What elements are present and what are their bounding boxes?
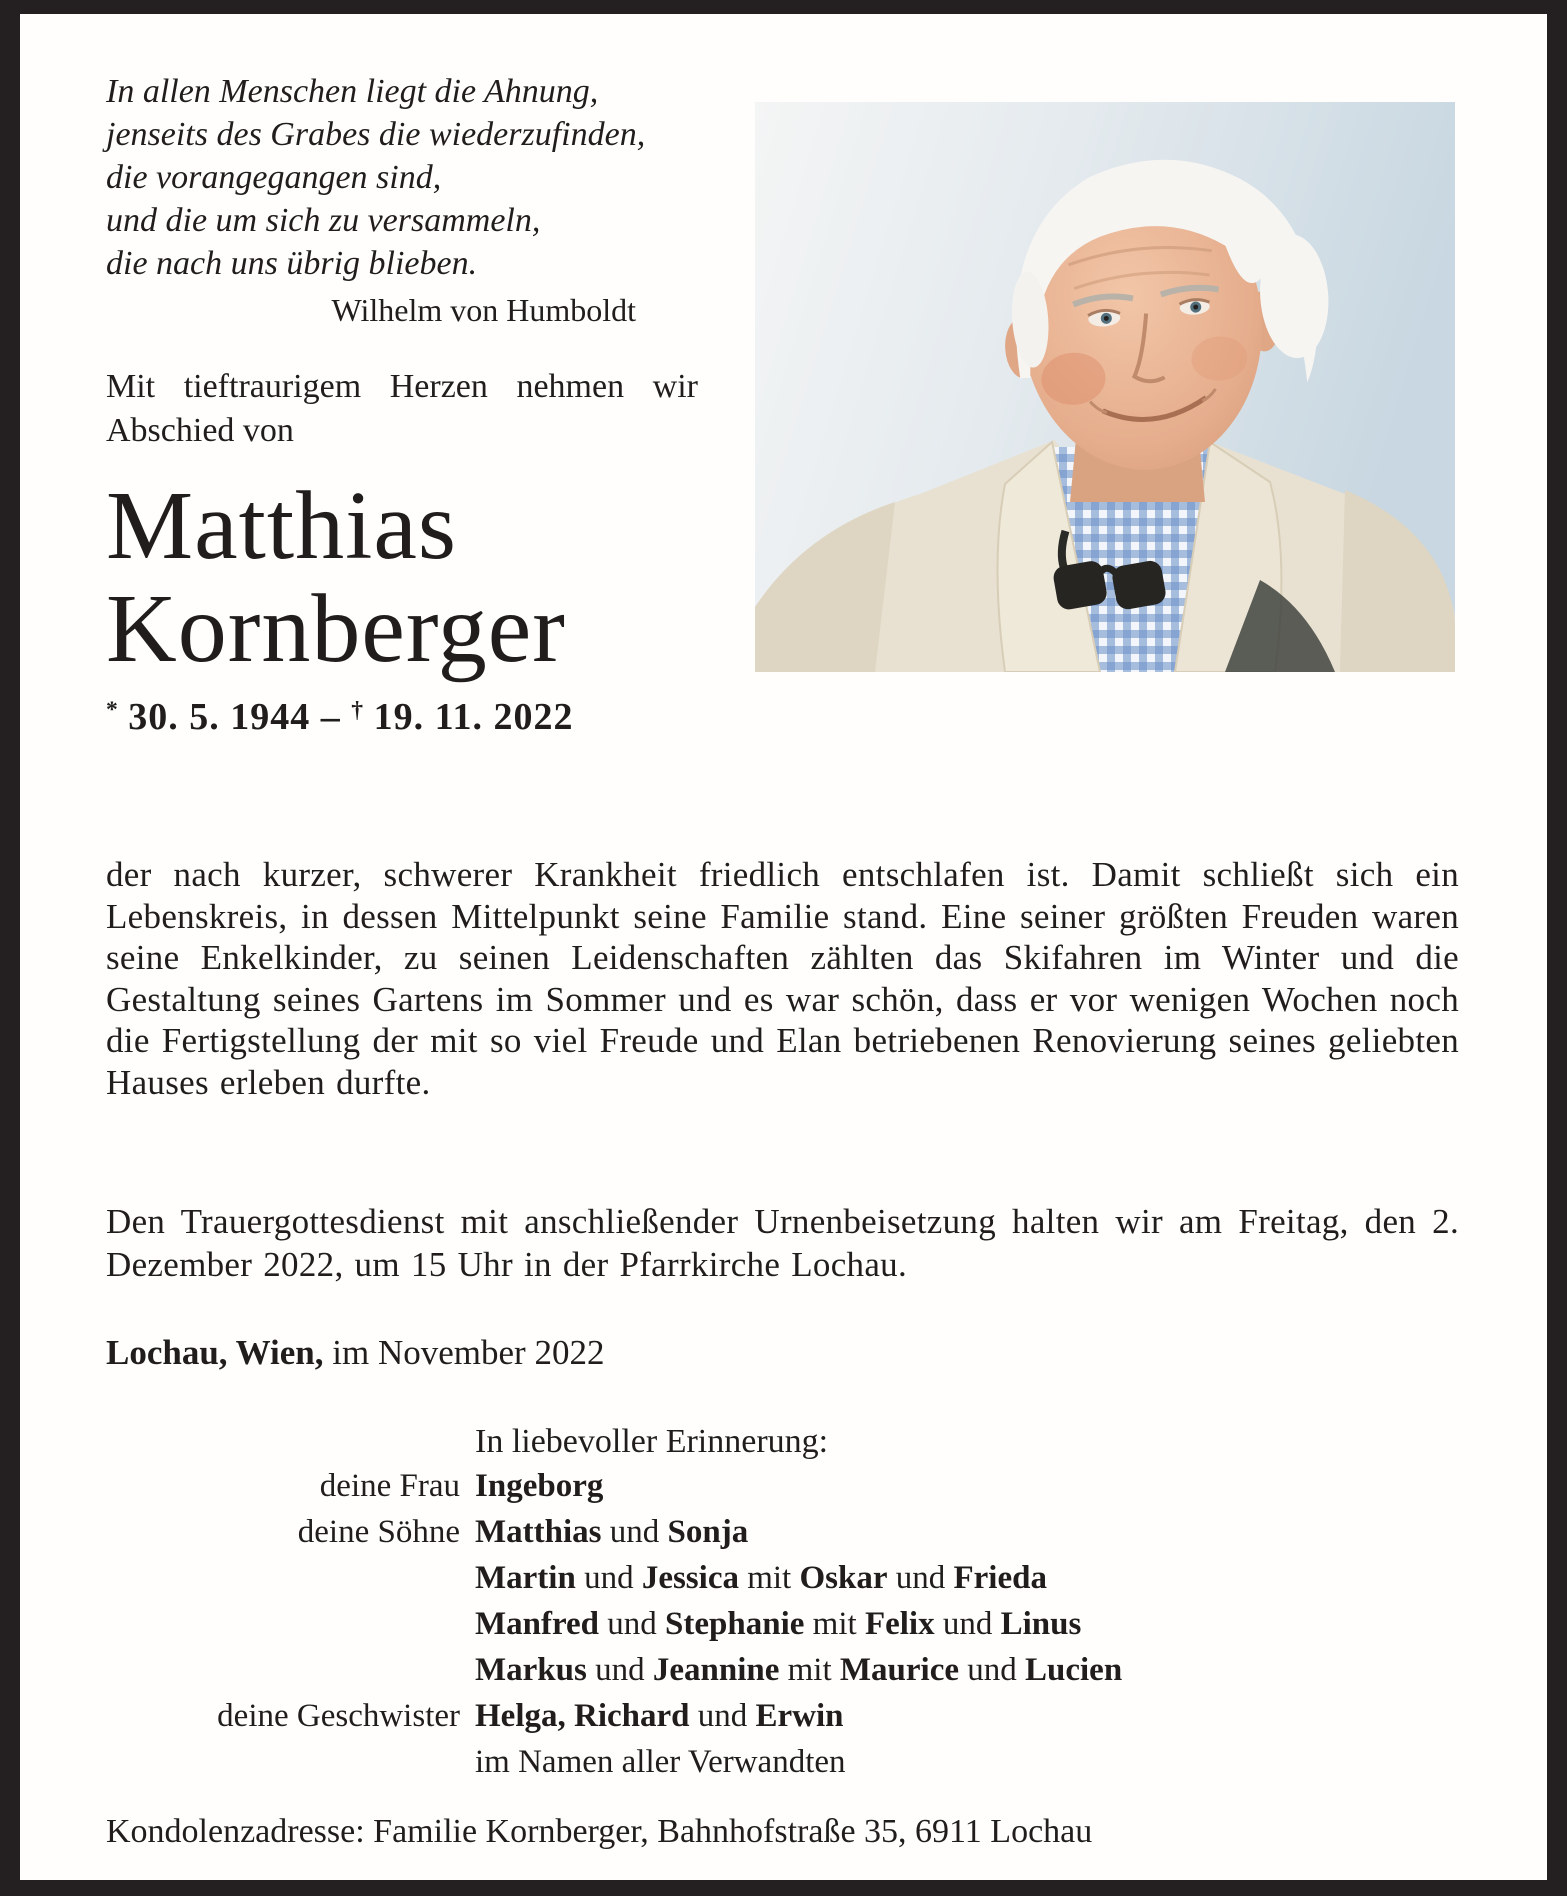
row-value bbox=[475, 1601, 1459, 1647]
family-name: Oskar bbox=[799, 1560, 888, 1596]
connector: mit bbox=[738, 1560, 800, 1596]
death-symbol: † bbox=[351, 696, 364, 723]
obituary-paragraph: der nach kurzer, schwerer Krankheit friedlich entschlafen ist. Damit schließt sich ein Lebenskreis, in dessen Mittelpunkt seine Familie stand. Eine seiner größten Freuden waren seine Enkelkinder, zu seinen Leidenschaften zählten das Skifahren im Winter und die Gestaltung seines Gartens im Sommer und es war schön, dass er vor wenigen Wochen noch die Fertigstellung der mit so viel Freude und Elan betriebenen Renovierung seines geliebten Hauses erleben durfte. bbox=[106, 855, 1459, 1102]
remembrance-row bbox=[106, 1647, 1459, 1693]
quote-line: die vorangegangen sind, bbox=[106, 159, 442, 196]
family-name: Ingeborg bbox=[475, 1468, 604, 1504]
quote-line: In allen Menschen liegt die Ahnung, bbox=[106, 73, 599, 110]
family-name: Frieda bbox=[953, 1560, 1047, 1596]
death-date: 19. 11. 2022 bbox=[373, 696, 574, 738]
remembrance-list bbox=[106, 1463, 1459, 1785]
portrait-illustration bbox=[755, 102, 1455, 672]
connector: mit bbox=[779, 1652, 840, 1688]
remembrance-row bbox=[106, 1463, 1459, 1509]
family-name: Felix bbox=[864, 1606, 935, 1642]
connector: und bbox=[601, 1514, 668, 1550]
row-label bbox=[106, 1647, 460, 1693]
row-value bbox=[475, 1693, 1459, 1739]
deceased-last-name: Kornberger bbox=[106, 575, 566, 683]
connector: und bbox=[934, 1606, 1001, 1642]
connector: und bbox=[887, 1560, 954, 1596]
memorial-quote bbox=[106, 70, 766, 285]
row-value bbox=[475, 1739, 1459, 1785]
family-name: Stephanie bbox=[665, 1606, 805, 1642]
family-name: Matthias bbox=[475, 1514, 602, 1550]
family-name: Martin bbox=[475, 1560, 576, 1596]
top-section bbox=[106, 70, 1459, 830]
connector: und bbox=[575, 1560, 642, 1596]
portrait-photo bbox=[755, 102, 1455, 672]
place-date-line bbox=[106, 1332, 1459, 1374]
deceased-name bbox=[106, 472, 766, 683]
connector: mit bbox=[804, 1606, 865, 1642]
intro-line-1: Mit tieftraurigem Herzen nehmen wir bbox=[106, 368, 698, 405]
row-value bbox=[475, 1647, 1459, 1693]
intro-line-2: Abschied von bbox=[106, 412, 294, 449]
intro-text bbox=[106, 365, 698, 453]
row-value bbox=[475, 1463, 1459, 1509]
family-name: Lucien bbox=[1025, 1652, 1123, 1688]
quote-attribution: Wilhelm von Humboldt bbox=[331, 292, 636, 328]
family-name: Linus bbox=[1000, 1606, 1082, 1642]
family-name: Maurice bbox=[839, 1652, 959, 1688]
row-label: deine Söhne bbox=[297, 1514, 460, 1550]
remembrance-row bbox=[106, 1601, 1459, 1647]
remembrance-row bbox=[106, 1509, 1459, 1555]
quote-line: jenseits des Grabes die wiederzufinden, bbox=[106, 116, 646, 153]
quote-line: und die um sich zu versammeln, bbox=[106, 202, 541, 239]
row-label bbox=[106, 1601, 460, 1647]
remembrance-row bbox=[106, 1693, 1459, 1739]
family-name: Helga, Richard bbox=[475, 1698, 690, 1734]
connector: und bbox=[689, 1698, 756, 1734]
family-name: Erwin bbox=[755, 1698, 844, 1734]
date-text: im November 2022 bbox=[332, 1333, 605, 1372]
remembrance-row bbox=[106, 1739, 1459, 1785]
closing-text: im Namen aller Verwandten bbox=[475, 1744, 846, 1780]
row-label: deine Frau bbox=[319, 1468, 460, 1504]
row-value bbox=[475, 1509, 1459, 1555]
row-label bbox=[106, 1739, 460, 1785]
remembrance-row bbox=[106, 1555, 1459, 1601]
life-dates bbox=[106, 695, 766, 739]
connector: und bbox=[599, 1606, 666, 1642]
birth-symbol: * bbox=[106, 696, 118, 723]
quote-line: die nach uns übrig blieben. bbox=[106, 245, 478, 282]
condolence-line: Kondolenzadresse: Familie Kornberger, Bahnhofstraße 35, 6911 Lochau bbox=[106, 1813, 1093, 1850]
row-label bbox=[106, 1555, 460, 1601]
left-column bbox=[106, 70, 766, 739]
family-name: Manfred bbox=[475, 1606, 600, 1642]
service-paragraph: Den Trauergottesdienst mit anschließender Urnenbeisetzung halten wir am Freitag, den 2. Dezember 2022, um 15 Uhr in der Pfarrkirche Lochau. bbox=[106, 1202, 1459, 1284]
place-name: Lochau, Wien, bbox=[106, 1333, 324, 1372]
row-value bbox=[475, 1555, 1459, 1601]
family-name: Jeannine bbox=[652, 1652, 780, 1688]
family-name: Sonja bbox=[667, 1514, 749, 1550]
dates-separator: – bbox=[320, 696, 341, 738]
row-label: deine Geschwister bbox=[217, 1698, 460, 1734]
family-name: Markus bbox=[475, 1652, 587, 1688]
family-name: Jessica bbox=[641, 1560, 739, 1596]
connector: und bbox=[586, 1652, 653, 1688]
remembrance-heading: In liebevoller Erinnerung: bbox=[475, 1423, 829, 1460]
birth-date: 30. 5. 1944 bbox=[128, 696, 311, 738]
deceased-first-name: Matthias bbox=[106, 472, 457, 580]
connector: und bbox=[959, 1652, 1025, 1688]
